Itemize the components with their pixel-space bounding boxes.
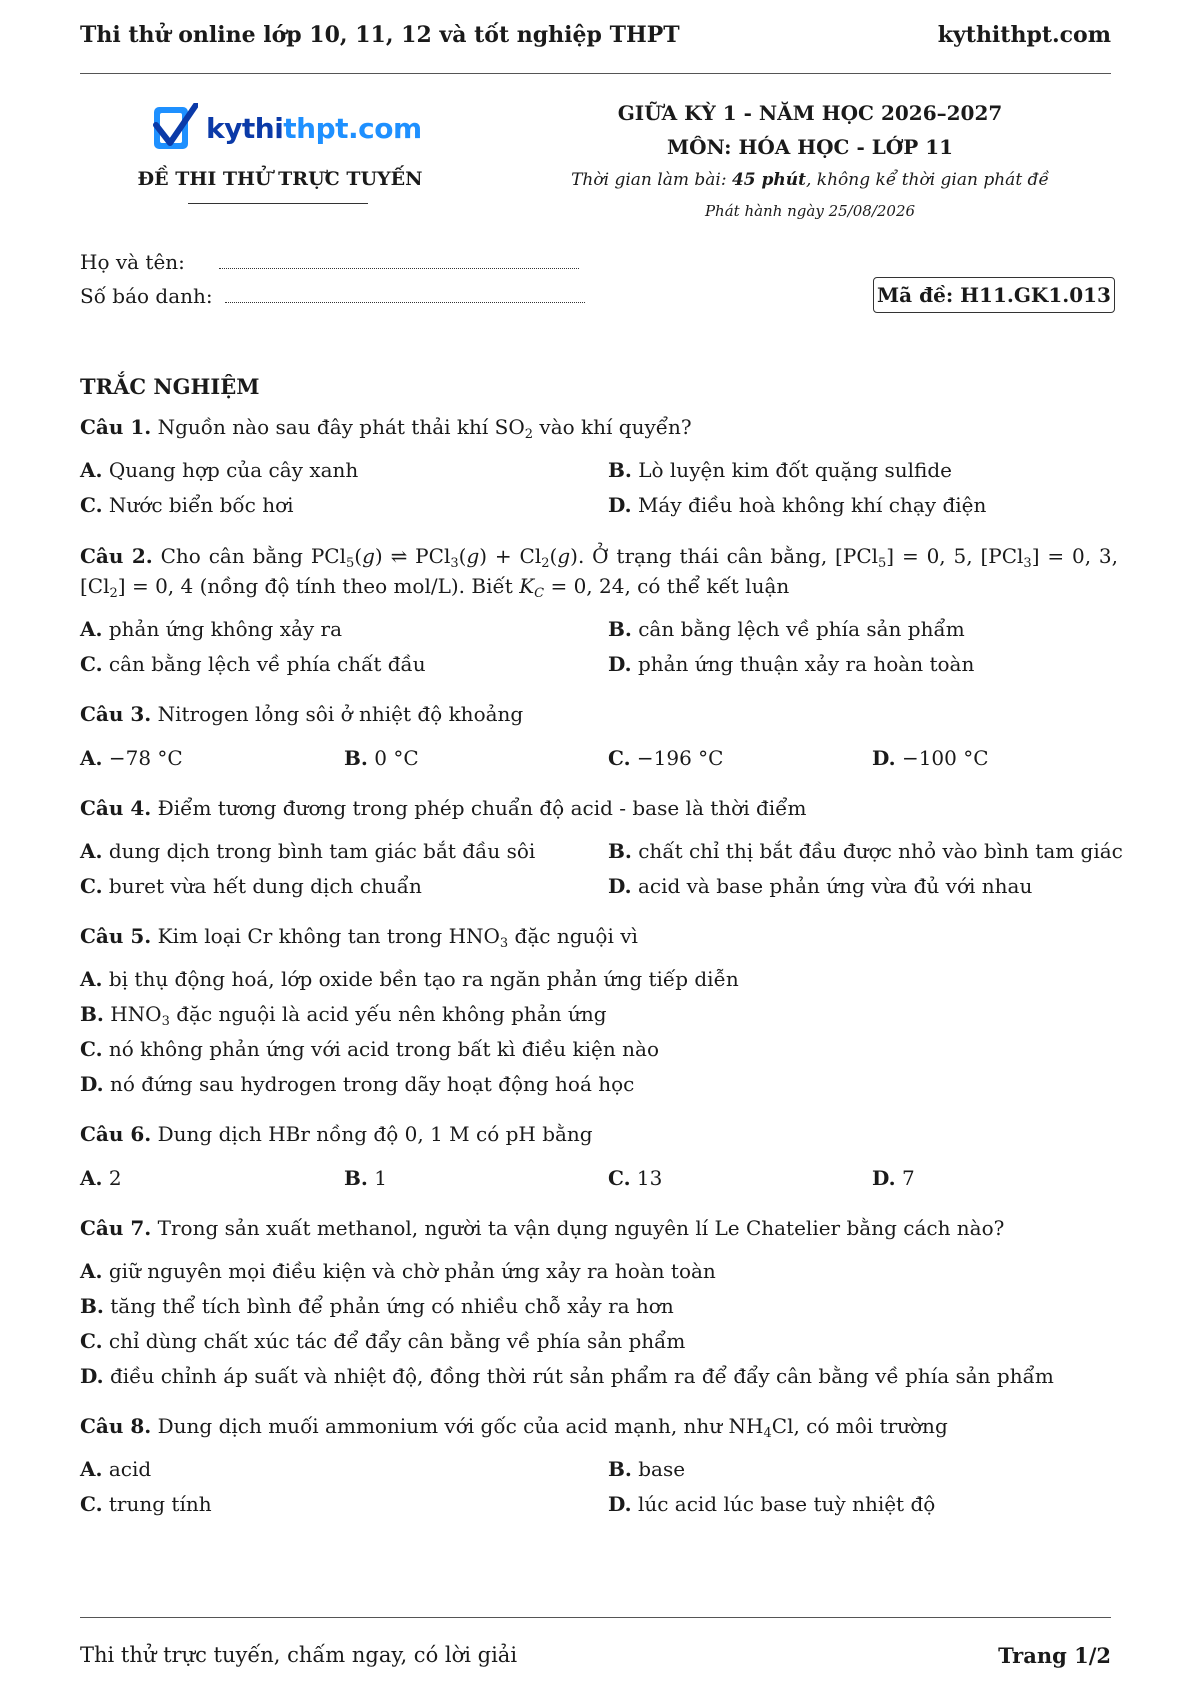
- exam-type-label: ĐỀ THI THỬ TRỰC TUYẾN: [137, 168, 423, 190]
- exam-title: GIỮA KỲ 1 - NĂM HỌC 2026–2027: [617, 101, 1003, 125]
- exam-code-badge: Mã đề: H11.GK1.013: [873, 277, 1115, 313]
- q5-option-a[interactable]: A. bị thụ động hoá, lớp oxide bền tạo ra ngăn phản ứng tiếp diễn: [80, 967, 739, 991]
- q6-option-c[interactable]: C. 13: [608, 1166, 663, 1190]
- q3-option-b[interactable]: B. 0 °C: [344, 746, 419, 770]
- student-id-blank[interactable]: [225, 288, 585, 303]
- q8-option-d[interactable]: D. lúc acid lúc base tuỳ nhiệt độ: [608, 1492, 936, 1516]
- q4-option-b[interactable]: B. chất chỉ thị bắt đầu được nhỏ vào bình tam giác: [608, 839, 1123, 863]
- q6-option-b[interactable]: B. 1: [344, 1166, 387, 1190]
- q6-option-d[interactable]: D. 7: [872, 1166, 915, 1190]
- q8-option-b[interactable]: B. base: [608, 1457, 686, 1481]
- q2-option-a[interactable]: A. phản ứng không xảy ra: [80, 617, 343, 641]
- question-6: Câu 6. Dung dịch HBr nồng độ 0, 1 M có pH bằng: [80, 1122, 593, 1146]
- page-number: Trang 1/2: [998, 1643, 1111, 1668]
- question-1: Câu 1. Nguồn nào sau đây phát thải khí $SO_2$ vào khí quyển?: [80, 415, 692, 442]
- q7-option-a[interactable]: A. giữ nguyên mọi điều kiện và chờ phản ứng xảy ra hoàn toàn: [80, 1259, 716, 1283]
- q2-option-c[interactable]: C. cân bằng lệch về phía chất đầu: [80, 652, 426, 676]
- q8-option-c[interactable]: C. trung tính: [80, 1492, 212, 1516]
- student-id-field: [80, 284, 585, 308]
- student-name-label: Họ và tên:: [80, 250, 185, 274]
- question-3: Câu 3. Nitrogen lỏng sôi ở nhiệt độ khoảng: [80, 702, 524, 726]
- question-4: Câu 4. Điểm tương đương trong phép chuẩn độ acid - base là thời điểm: [80, 796, 807, 820]
- q4-option-d[interactable]: D. acid và base phản ứng vừa đủ với nhau: [608, 874, 1033, 898]
- q5-option-c[interactable]: C. nó không phản ứng với acid trong bất kì điều kiện nào: [80, 1037, 659, 1061]
- question-2: Câu 2. Cho cân bằng PCl$_5$(g) ⇌ $PCl_3(g) + Cl_2(g)$. Ở trạng thái cân bằng, [PCl$_5$] = 0, 5, [PCl$_3$] = 0, 3, $[Cl_2] = 0$, 4 (nồng độ tính theo mol/L). Biết $K_C = 0$, 24, có thể kết luận: [80, 544, 1118, 601]
- student-name-field: [80, 250, 579, 274]
- q7-option-d[interactable]: D. điều chỉnh áp suất và nhiệt độ, đồng thời rút sản phẩm ra để đẩy cân bằng về phía sản phẩm: [80, 1364, 1054, 1388]
- q1-option-b[interactable]: B. Lò luyện kim đốt quặng sulfide: [608, 458, 953, 482]
- q5-option-b[interactable]: B. $HNO_3$ đặc nguội là acid yếu nên không phản ứng: [80, 1002, 607, 1029]
- q6-option-a[interactable]: A. 2: [80, 1166, 122, 1190]
- logo-wordmark: kythithpt.com: [206, 111, 422, 145]
- logo: [152, 100, 422, 156]
- header-divider: [80, 73, 1111, 74]
- q7-option-b[interactable]: B. tăng thể tích bình để phản ứng có nhiều chỗ xảy ra hơn: [80, 1294, 674, 1318]
- question-5: Câu 5. Kim loại Cr không tan trong $HNO_3$ đặc nguội vì: [80, 924, 638, 951]
- q7-option-c[interactable]: C. chỉ dùng chất xúc tác để đẩy cân bằng về phía sản phẩm: [80, 1329, 686, 1353]
- q1-option-a[interactable]: A. Quang hợp của cây xanh: [80, 458, 359, 482]
- q8-option-a[interactable]: A. acid: [80, 1457, 152, 1481]
- q1-option-d[interactable]: D. Máy điều hoà không khí chạy điện: [608, 493, 987, 517]
- q3-option-d[interactable]: D. −100 °C: [872, 746, 989, 770]
- q4-option-a[interactable]: A. dung dịch trong bình tam giác bắt đầu sôi: [80, 839, 536, 863]
- q2-option-d[interactable]: D. phản ứng thuận xảy ra hoàn toàn: [608, 652, 975, 676]
- footer-tagline: Thi thử trực tuyến, chấm ngay, có lời giải: [80, 1643, 518, 1667]
- subtitle-underline: [188, 203, 368, 204]
- student-id-label: Số báo danh:: [80, 284, 213, 308]
- question-8: Câu 8. Dung dịch muối ammonium với gốc của acid mạnh, như $NH_4Cl$, có môi trường: [80, 1414, 948, 1441]
- q5-option-d[interactable]: D. nó đứng sau hydrogen trong dãy hoạt động hoá học: [80, 1072, 635, 1096]
- header-site-slogan: Thi thử online lớp 10, 11, 12 và tốt nghiệp THPT: [80, 22, 680, 48]
- logo-check-icon: [152, 103, 198, 153]
- q3-option-c[interactable]: C. −196 °C: [608, 746, 724, 770]
- q1-option-c[interactable]: C. Nước biển bốc hơi: [80, 493, 294, 517]
- exam-duration: Thời gian làm bài: 45 phút, không kể thời gian phát đề: [571, 170, 1049, 190]
- header-site-url[interactable]: kythithpt.com: [937, 22, 1111, 48]
- section-title: TRẮC NGHIỆM: [80, 374, 260, 399]
- q3-option-a[interactable]: A. −78 °C: [80, 746, 183, 770]
- exam-subject: MÔN: HÓA HỌC - LỚP 11: [666, 135, 954, 159]
- q2-option-b[interactable]: B. cân bằng lệch về phía sản phẩm: [608, 617, 965, 641]
- exam-info: [540, 96, 1080, 226]
- student-name-blank[interactable]: [219, 254, 579, 269]
- question-7: Câu 7. Trong sản xuất methanol, người ta vận dụng nguyên lí Le Chatelier bằng cách nào?: [80, 1216, 1005, 1240]
- q4-option-c[interactable]: C. buret vừa hết dung dịch chuẩn: [80, 874, 422, 898]
- footer-divider: [80, 1617, 1111, 1618]
- exam-release-date: Phát hành ngày 25/08/2026: [704, 202, 916, 220]
